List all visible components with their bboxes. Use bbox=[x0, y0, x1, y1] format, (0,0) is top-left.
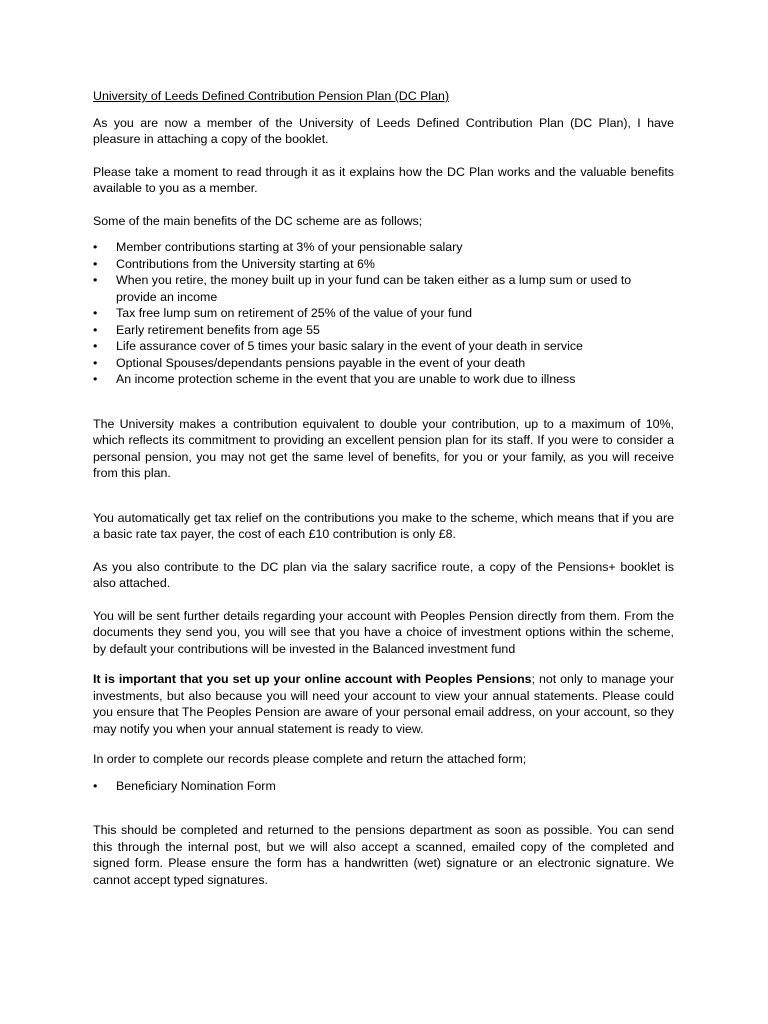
online-account-text: ; not only to manage your investments, but also because you will need your account to view your annual statements. Please could you ensure that The Peoples Pension are aware of your personal email address, on your account, so they may notify you when your annual statement is ready to view. bbox=[93, 672, 674, 736]
list-item-text: When you retire, the money built up in your fund can be taken either as a lump sum or used to provide an income bbox=[116, 273, 632, 304]
benefits-intro-paragraph: Some of the main benefits of the DC scheme are as follows; bbox=[93, 213, 423, 228]
read-booklet-paragraph: Please take a moment to read through it as it explains how the DC Plan works and the valuable benefits available to you as a member. bbox=[93, 164, 674, 195]
list-item bbox=[93, 371, 674, 388]
list-item-text: Optional Spouses/dependants pensions payable in the event of your death bbox=[116, 355, 526, 370]
list-item-text: Life assurance cover of 5 times your basic salary in the event of your death in service bbox=[116, 339, 583, 353]
bullet-icon: • bbox=[93, 306, 98, 320]
bullet-icon: • bbox=[93, 778, 98, 793]
document-page bbox=[93, 88, 674, 888]
list-item bbox=[93, 256, 674, 273]
list-item-text: Tax free lump sum on retirement of 25% of the value of your fund bbox=[116, 306, 473, 320]
online-account-paragraph bbox=[93, 671, 674, 737]
records-paragraph: In order to complete our records please complete and return the attached form; bbox=[93, 752, 527, 766]
list-item-text: An income protection scheme in the event that you are unable to work due to illness bbox=[116, 372, 576, 386]
intro-paragraph: As you are now a member of the University of Leeds Defined Contribution Plan (DC Plan), I have pleasure in attaching a copy of the booklet. bbox=[93, 115, 674, 146]
bullet-icon: • bbox=[93, 240, 98, 254]
list-item-text: Contributions from the University starting at 6% bbox=[116, 256, 375, 271]
salary-sacrifice-paragraph: As you also contribute to the DC plan via the salary sacrifice route, a copy of the Pensions+ booklet is also attached. bbox=[93, 559, 674, 590]
online-account-emphasis: It is important that you set up your online account with Peoples Pensions bbox=[93, 672, 532, 686]
list-item-text: Early retirement benefits from age 55 bbox=[116, 322, 320, 337]
bullet-icon: • bbox=[93, 339, 98, 353]
list-item bbox=[93, 338, 674, 355]
list-item bbox=[93, 239, 674, 256]
bullet-icon: • bbox=[93, 256, 98, 271]
bullet-icon: • bbox=[93, 372, 98, 386]
benefits-list bbox=[93, 239, 674, 388]
bullet-icon: • bbox=[93, 355, 98, 370]
bullet-icon: • bbox=[93, 273, 98, 287]
bullet-icon: • bbox=[93, 322, 98, 337]
list-item bbox=[93, 305, 674, 322]
university-contribution-paragraph: The University makes a contribution equivalent to double your contribution, up to a maximum of 10%, which reflects its commitment to providing an excellent pension plan for its staff. If you were to consider a personal pension, you may not get the same level of benefits, for you or your family, as you will receive from this plan. bbox=[93, 416, 674, 480]
completion-instructions-paragraph: This should be completed and returned to the pensions department as soon as possible. You can send this through the internal post, but we will also accept a scanned, emailed copy of the completed and signed form. Please ensure the form has a handwritten (wet) signature or an electronic signature. We cannot accept typed signatures. bbox=[93, 823, 674, 887]
list-item bbox=[93, 355, 674, 372]
document-title: University of Leeds Defined Contribution Pension Plan (DC Plan) bbox=[93, 89, 450, 103]
list-item bbox=[93, 272, 674, 305]
list-item bbox=[93, 322, 674, 339]
list-item-text: Member contributions starting at 3% of your pensionable salary bbox=[116, 240, 463, 254]
forms-list bbox=[93, 778, 674, 795]
tax-relief-paragraph: You automatically get tax relief on the contributions you make to the scheme, which means that if you are a basic rate tax payer, the cost of each £10 contribution is only £8. bbox=[93, 510, 674, 541]
peoples-pension-paragraph: You will be sent further details regarding your account with Peoples Pension directly from them. From the documents they send you, you will see that you have a choice of investment options within the scheme, by default your contributions will be invested in the Balanced investment fund bbox=[93, 608, 674, 656]
list-item bbox=[93, 778, 674, 795]
list-item-text: Beneficiary Nomination Form bbox=[116, 778, 276, 793]
